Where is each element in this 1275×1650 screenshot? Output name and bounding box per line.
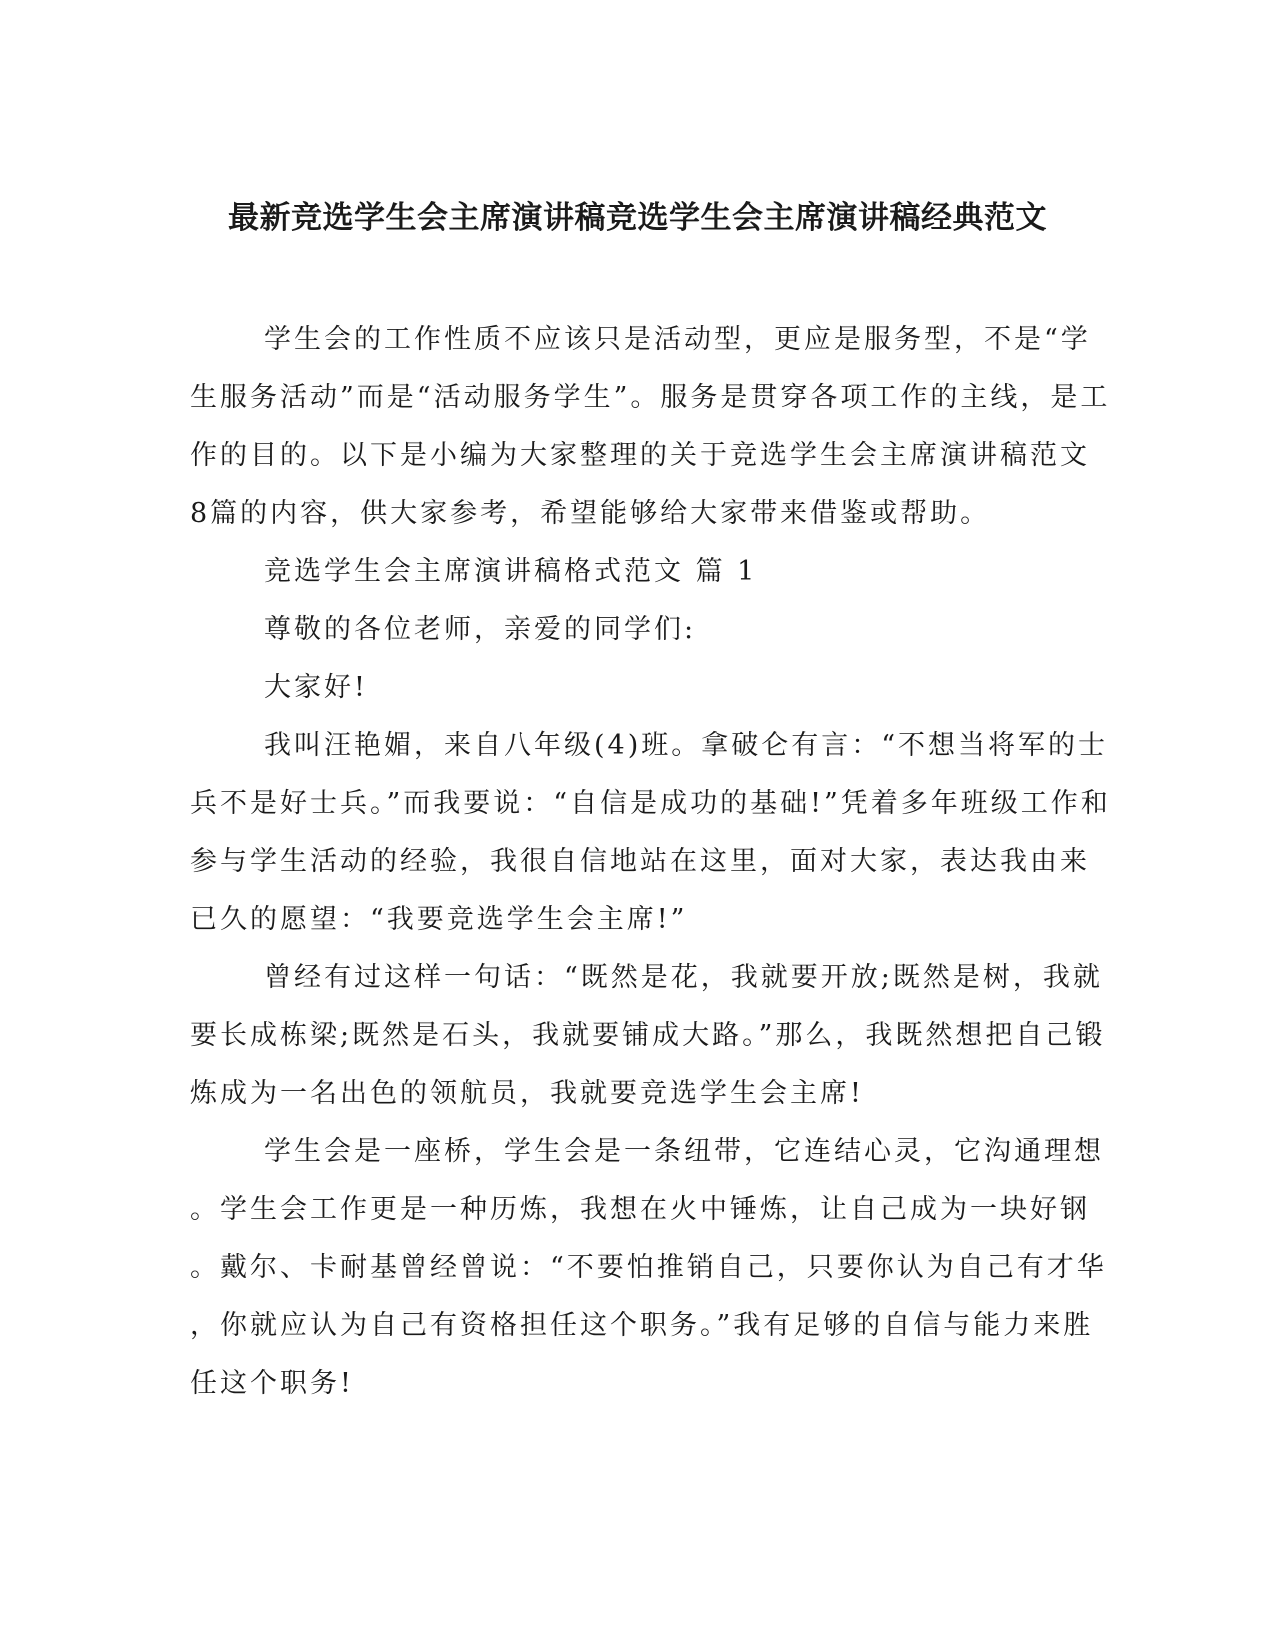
paragraph-3-line-4: ，你就应认为自己有资格担任这个职务。”我有足够的自信与能力来胜 (190, 1310, 1094, 1341)
intro-line-2: 生服务活动”而是“活动服务学生”。服务是贯穿各项工作的主线，是工 (190, 382, 1111, 413)
paragraph-3-line-3: 。戴尔、卡耐基曾经曾说：“不要怕推销自己，只要你认为自己有才华 (190, 1252, 1107, 1283)
paragraph-2-line-2: 要长成栋梁;既然是石头，我就要铺成大路。”那么，我既然想把自己锻 (190, 1020, 1106, 1051)
paragraph-1-line-1: 我叫汪艳媚，来自八年级(4)班。拿破仑有言：“不想当将军的士 (264, 730, 1109, 761)
paragraph-1-line-3: 参与学生活动的经验，我很自信地站在这里，面对大家，表达我由来 (190, 846, 1090, 877)
salutation: 尊敬的各位老师，亲爱的同学们: (264, 614, 697, 645)
intro-line-4: 8篇的内容，供大家参考，希望能够给大家带来借鉴或帮助。 (190, 498, 991, 529)
greeting: 大家好! (264, 672, 368, 703)
paragraph-3-line-1: 学生会是一座桥，学生会是一条纽带，它连结心灵，它沟通理想 (264, 1136, 1104, 1167)
paragraph-2-line-1: 曾经有过这样一句话：“既然是花，我就要开放;既然是树，我就 (264, 962, 1103, 993)
paragraph-3-line-5: 任这个职务! (190, 1368, 354, 1399)
paragraph-1-line-4: 已久的愿望：“我要竞选学生会主席!” (190, 904, 688, 935)
paragraph-1-line-2: 兵不是好士兵。”而我要说：“自信是成功的基础!”凭着多年班级工作和 (190, 788, 1111, 819)
section-heading: 竞选学生会主席演讲稿格式范文 篇 1 (264, 556, 758, 587)
paragraph-2-line-3: 炼成为一名出色的领航员，我就要竞选学生会主席! (190, 1078, 864, 1109)
intro-line-1: 学生会的工作性质不应该只是活动型，更应是服务型，不是“学 (264, 324, 1091, 355)
intro-line-3: 作的目的。以下是小编为大家整理的关于竞选学生会主席演讲稿范文 (190, 440, 1090, 471)
paragraph-3-line-2: 。学生会工作更是一种历炼，我想在火中锤炼，让自己成为一块好钢 (190, 1194, 1090, 1225)
document-title: 最新竞选学生会主席演讲稿竞选学生会主席演讲稿经典范文 (228, 200, 1047, 236)
